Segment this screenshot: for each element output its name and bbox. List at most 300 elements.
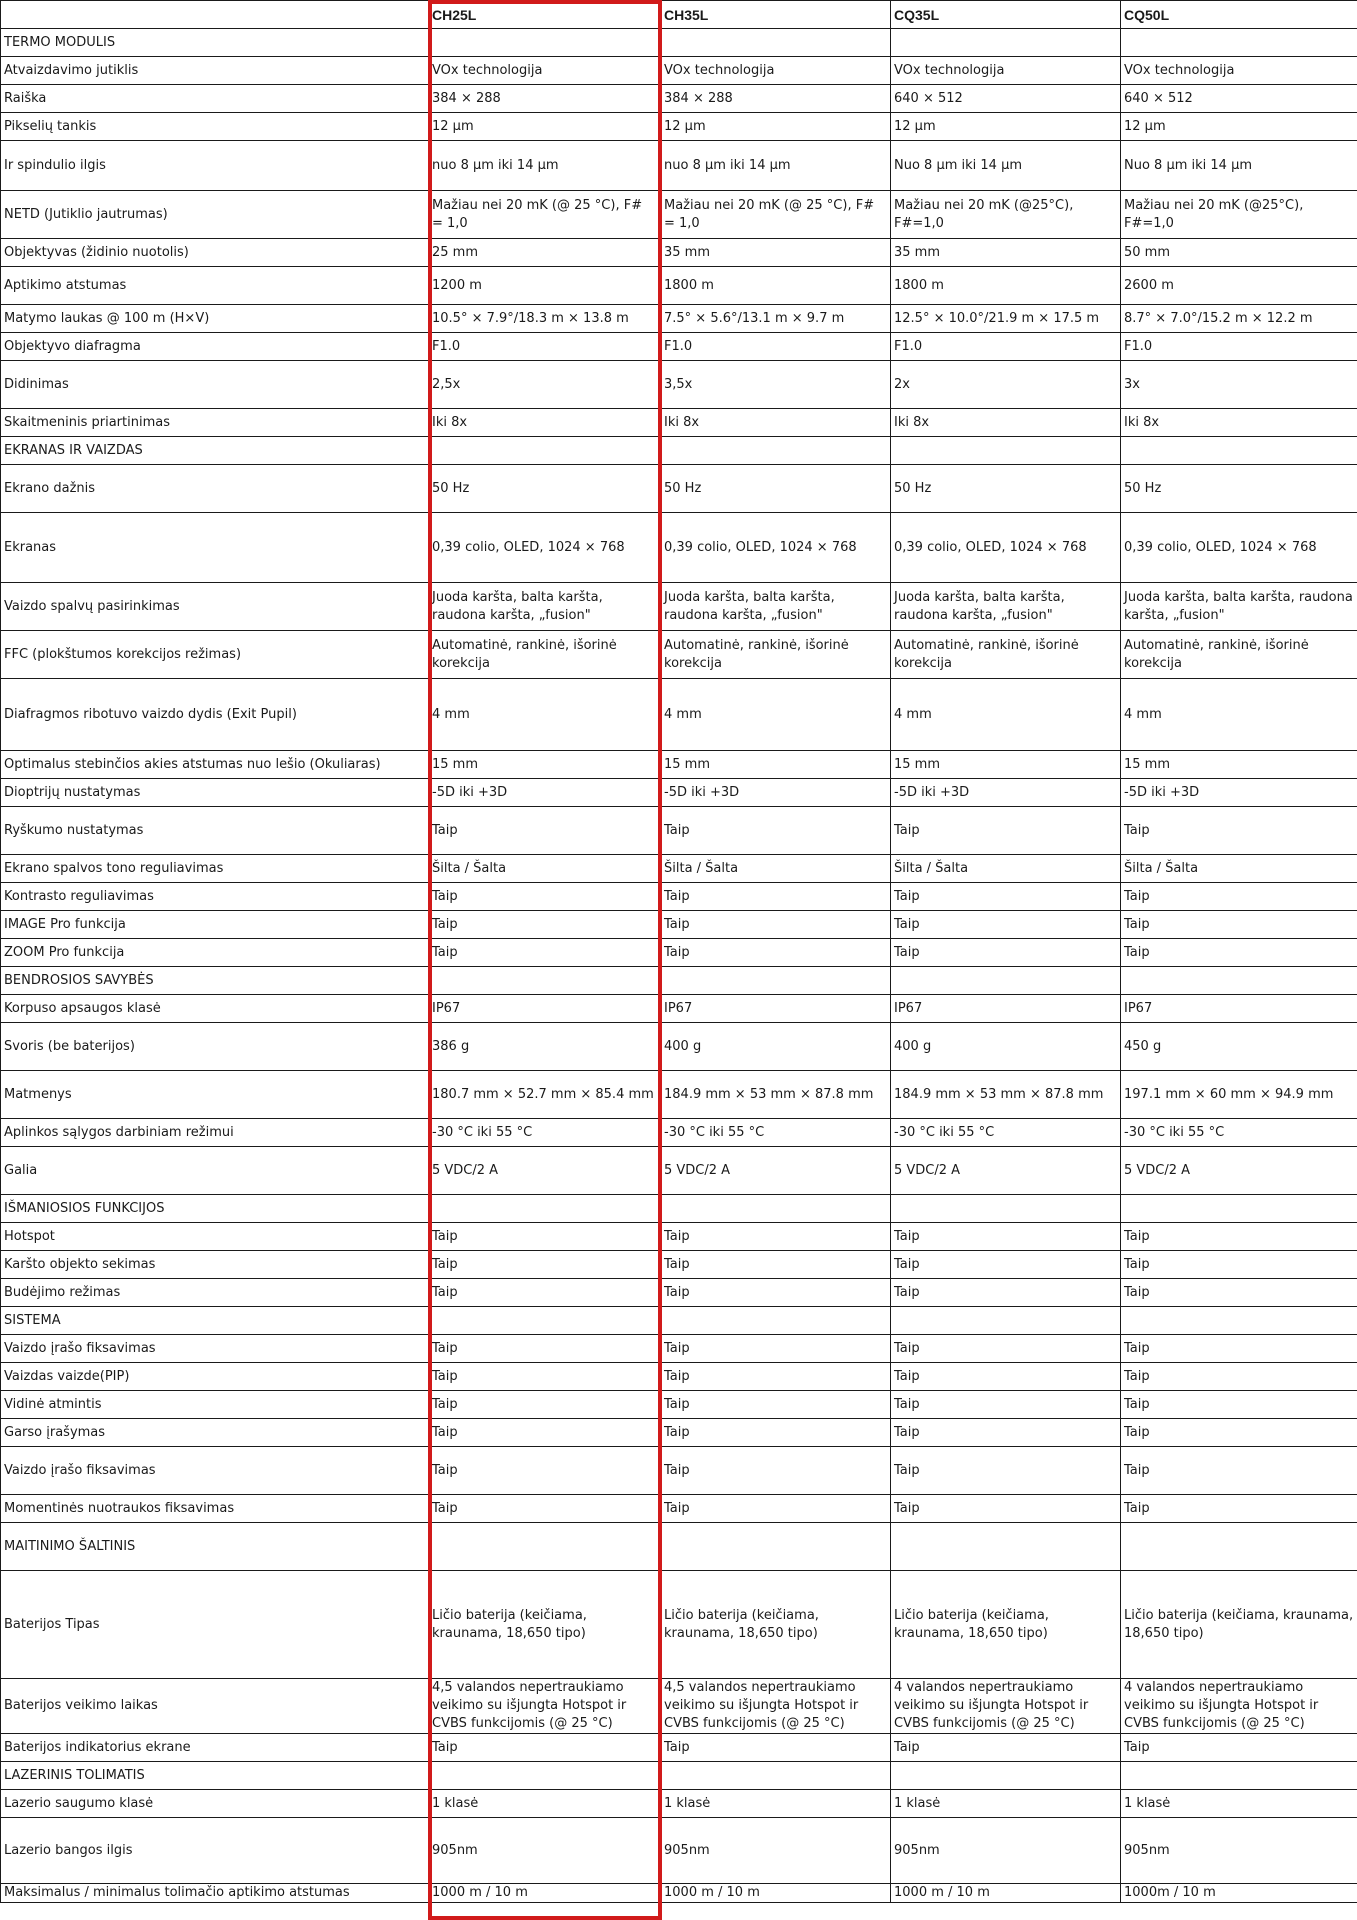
spec-value: Taip	[661, 911, 891, 939]
table-row	[1, 1818, 1357, 1884]
table-row	[1, 1495, 1357, 1523]
spec-value: Taip	[661, 939, 891, 967]
spec-value: Taip	[429, 911, 661, 939]
spec-label: Matymo laukas @ 100 m (H×V)	[1, 305, 429, 333]
spec-value	[1121, 29, 1357, 57]
table-body	[1, 29, 1357, 1903]
spec-value: 4 mm	[891, 679, 1121, 751]
spec-value	[429, 29, 661, 57]
header-model-cq50l: CQ50L	[1121, 1, 1357, 29]
spec-value: 2x	[891, 361, 1121, 409]
spec-label: Ekrano spalvos tono reguliavimas	[1, 855, 429, 883]
spec-value: VOx technologija	[891, 57, 1121, 85]
spec-value	[429, 967, 661, 995]
header-row	[1, 1, 1357, 29]
section-title: IŠMANIOSIOS FUNKCIJOS	[1, 1195, 429, 1223]
spec-value: Taip	[429, 1363, 661, 1391]
spec-label: Lazerio bangos ilgis	[1, 1818, 429, 1884]
spec-value: 1 klasė	[891, 1790, 1121, 1818]
spec-value: 0,39 colio, OLED, 1024 × 768	[891, 513, 1121, 583]
spec-value	[1121, 1523, 1357, 1571]
spec-value: Taip	[661, 1419, 891, 1447]
spec-value	[1121, 437, 1357, 465]
table-row	[1, 1734, 1357, 1762]
spec-value: 4 mm	[429, 679, 661, 751]
spec-value: 5 VDC/2 A	[891, 1147, 1121, 1195]
spec-value: -5D iki +3D	[1121, 779, 1357, 807]
spec-value: 1 klasė	[1121, 1790, 1357, 1818]
spec-value	[1121, 1762, 1357, 1790]
spec-label: Momentinės nuotraukos fiksavimas	[1, 1495, 429, 1523]
spec-value: Taip	[1121, 1335, 1357, 1363]
spec-label: Budėjimo režimas	[1, 1279, 429, 1307]
spec-value: nuo 8 μm iki 14 μm	[429, 141, 661, 191]
spec-value: Taip	[661, 1734, 891, 1762]
spec-value: Taip	[429, 807, 661, 855]
section-row	[1, 1762, 1357, 1790]
table-row	[1, 191, 1357, 239]
table-row	[1, 465, 1357, 513]
spec-value	[661, 1195, 891, 1223]
spec-label: Ir spindulio ilgis	[1, 141, 429, 191]
spec-value: 5 VDC/2 A	[661, 1147, 891, 1195]
spec-value: IP67	[429, 995, 661, 1023]
spec-value	[891, 1523, 1121, 1571]
spec-label: Karšto objekto sekimas	[1, 1251, 429, 1279]
table-row	[1, 1119, 1357, 1147]
spec-value	[661, 29, 891, 57]
spec-value: 4 mm	[661, 679, 891, 751]
table-row	[1, 333, 1357, 361]
table-row	[1, 883, 1357, 911]
spec-label: NETD (Jutiklio jautrumas)	[1, 191, 429, 239]
spec-value: Taip	[429, 1279, 661, 1307]
section-title: TERMO MODULIS	[1, 29, 429, 57]
spec-label: Baterijos indikatorius ekrane	[1, 1734, 429, 1762]
spec-value: 5 VDC/2 A	[1121, 1147, 1357, 1195]
table-row	[1, 939, 1357, 967]
spec-value: Taip	[661, 1335, 891, 1363]
spec-value: 1200 m	[429, 267, 661, 305]
header-model-ch35l: CH35L	[661, 1, 891, 29]
spec-value: Taip	[891, 1419, 1121, 1447]
spec-value: 905nm	[661, 1818, 891, 1884]
section-title: EKRANAS IR VAIZDAS	[1, 437, 429, 465]
spec-value: 5 VDC/2 A	[429, 1147, 661, 1195]
table-row	[1, 361, 1357, 409]
spec-value: 50 Hz	[1121, 465, 1357, 513]
table-header	[1, 1, 1357, 29]
spec-value: Taip	[1121, 911, 1357, 939]
spec-value: 35 mm	[661, 239, 891, 267]
spec-label: FFC (plokštumos korekcijos režimas)	[1, 631, 429, 679]
spec-value: 15 mm	[661, 751, 891, 779]
spec-value	[891, 967, 1121, 995]
spec-value: 180.7 mm × 52.7 mm × 85.4 mm	[429, 1071, 661, 1119]
spec-label: Lazerio saugumo klasė	[1, 1790, 429, 1818]
spec-value: 400 g	[891, 1023, 1121, 1071]
spec-value	[429, 437, 661, 465]
section-row	[1, 29, 1357, 57]
spec-value: Šilta / Šalta	[891, 855, 1121, 883]
section-row	[1, 1195, 1357, 1223]
spec-value: Taip	[661, 807, 891, 855]
section-row	[1, 1307, 1357, 1335]
spec-value: Ličio baterija (keičiama, kraunama, 18,650 tipo)	[661, 1571, 891, 1679]
table-row	[1, 631, 1357, 679]
spec-value: 184.9 mm × 53 mm × 87.8 mm	[661, 1071, 891, 1119]
spec-value: Taip	[429, 1495, 661, 1523]
spec-label: Ekranas	[1, 513, 429, 583]
spec-value	[429, 1762, 661, 1790]
table-row	[1, 1790, 1357, 1818]
table-row	[1, 141, 1357, 191]
spec-label: Objektyvas (židinio nuotolis)	[1, 239, 429, 267]
table-row	[1, 855, 1357, 883]
spec-value: Taip	[1121, 1734, 1357, 1762]
table-row	[1, 751, 1357, 779]
table-row	[1, 1571, 1357, 1679]
spec-value: Taip	[1121, 939, 1357, 967]
table-row	[1, 85, 1357, 113]
spec-value	[891, 29, 1121, 57]
spec-value: Taip	[891, 883, 1121, 911]
spec-label: Vaizdas vaizde(PIP)	[1, 1363, 429, 1391]
spec-value: Taip	[1121, 1363, 1357, 1391]
spec-value: 15 mm	[429, 751, 661, 779]
table-row	[1, 239, 1357, 267]
spec-value: F1.0	[661, 333, 891, 361]
spec-value: Iki 8x	[429, 409, 661, 437]
spec-label: Vaizdo spalvų pasirinkimas	[1, 583, 429, 631]
spec-value: Taip	[661, 1495, 891, 1523]
spec-label: Baterijos Tipas	[1, 1571, 429, 1679]
spec-value: 50 Hz	[661, 465, 891, 513]
spec-value: Taip	[429, 1419, 661, 1447]
spec-value	[661, 1523, 891, 1571]
spec-value	[1121, 967, 1357, 995]
spec-value: Iki 8x	[891, 409, 1121, 437]
table-row	[1, 57, 1357, 85]
table-row	[1, 1679, 1357, 1734]
spec-label: Matmenys	[1, 1071, 429, 1119]
spec-label: Raiška	[1, 85, 429, 113]
spec-value: 0,39 colio, OLED, 1024 × 768	[1121, 513, 1357, 583]
spec-value: Taip	[661, 1279, 891, 1307]
spec-value: 905nm	[1121, 1818, 1357, 1884]
spec-value: Nuo 8 μm iki 14 μm	[1121, 141, 1357, 191]
spec-value: Taip	[891, 807, 1121, 855]
section-title: MAITINIMO ŠALTINIS	[1, 1523, 429, 1571]
spec-value: 0,39 colio, OLED, 1024 × 768	[429, 513, 661, 583]
spec-value: -30 °C iki 55 °C	[429, 1119, 661, 1147]
spec-label: Ekrano dažnis	[1, 465, 429, 513]
spec-value: 1 klasė	[429, 1790, 661, 1818]
spec-value: 1800 m	[661, 267, 891, 305]
spec-value: IP67	[661, 995, 891, 1023]
spec-value: Taip	[1121, 1495, 1357, 1523]
spec-value: 1000 m / 10 m	[661, 1884, 891, 1903]
spec-value: Taip	[661, 1223, 891, 1251]
spec-value	[661, 437, 891, 465]
spec-value: Taip	[1121, 1279, 1357, 1307]
spec-value: 384 × 288	[429, 85, 661, 113]
spec-value	[1121, 1307, 1357, 1335]
spec-value: 50 Hz	[891, 465, 1121, 513]
section-title: BENDROSIOS SAVYBĖS	[1, 967, 429, 995]
spec-value: -5D iki +3D	[661, 779, 891, 807]
spec-value: 50 Hz	[429, 465, 661, 513]
spec-value: Taip	[1121, 1251, 1357, 1279]
section-row	[1, 1523, 1357, 1571]
section-title: SISTEMA	[1, 1307, 429, 1335]
spec-label: Hotspot	[1, 1223, 429, 1251]
spec-value: Taip	[1121, 883, 1357, 911]
table-row	[1, 583, 1357, 631]
spec-value: 450 g	[1121, 1023, 1357, 1071]
spec-value: 10.5° × 7.9°/18.3 m × 13.8 m	[429, 305, 661, 333]
spec-value: Taip	[891, 1495, 1121, 1523]
spec-value: 1000 m / 10 m	[891, 1884, 1121, 1903]
spec-label: Vaizdo įrašo fiksavimas	[1, 1447, 429, 1495]
table-row	[1, 305, 1357, 333]
spec-value: Taip	[429, 1734, 661, 1762]
spec-label: Vidinė atmintis	[1, 1391, 429, 1419]
table-row	[1, 1447, 1357, 1495]
spec-value: Taip	[429, 1251, 661, 1279]
spec-value: -5D iki +3D	[429, 779, 661, 807]
spec-value: 2,5x	[429, 361, 661, 409]
spec-value: nuo 8 μm iki 14 μm	[661, 141, 891, 191]
spec-value: 1000m / 10 m	[1121, 1884, 1357, 1903]
spec-value: Taip	[429, 939, 661, 967]
spec-value	[1121, 1195, 1357, 1223]
section-row	[1, 437, 1357, 465]
table-row	[1, 409, 1357, 437]
spec-value: 905nm	[429, 1818, 661, 1884]
spec-label: IMAGE Pro funkcija	[1, 911, 429, 939]
spec-label: Baterijos veikimo laikas	[1, 1679, 429, 1734]
spec-label: Kontrasto reguliavimas	[1, 883, 429, 911]
spec-value: 7.5° × 5.6°/13.1 m × 9.7 m	[661, 305, 891, 333]
header-model-cq35l: CQ35L	[891, 1, 1121, 29]
spec-value: Taip	[1121, 1447, 1357, 1495]
spec-value: Ličio baterija (keičiama, kraunama, 18,650 tipo)	[429, 1571, 661, 1679]
table-row	[1, 679, 1357, 751]
spec-value: Juoda karšta, balta karšta, raudona karšta, „fusion"	[429, 583, 661, 631]
spec-value: Mažiau nei 20 mK (@25°C), F#=1,0	[1121, 191, 1357, 239]
section-title: LAZERINIS TOLIMATIS	[1, 1762, 429, 1790]
spec-value: 400 g	[661, 1023, 891, 1071]
spec-value: Taip	[661, 1251, 891, 1279]
spec-label: Objektyvo diafragma	[1, 333, 429, 361]
spec-value	[429, 1307, 661, 1335]
spec-value: 12 μm	[429, 113, 661, 141]
spec-value: Iki 8x	[1121, 409, 1357, 437]
spec-value: 50 mm	[1121, 239, 1357, 267]
spec-value: Taip	[891, 1335, 1121, 1363]
spec-label: Aptikimo atstumas	[1, 267, 429, 305]
spec-label: ZOOM Pro funkcija	[1, 939, 429, 967]
spec-value: Taip	[429, 883, 661, 911]
spec-value: 1000 m / 10 m	[429, 1884, 661, 1903]
spec-label: Optimalus stebinčios akies atstumas nuo lešio (Okuliaras)	[1, 751, 429, 779]
spec-value	[891, 1307, 1121, 1335]
spec-value: Šilta / Šalta	[429, 855, 661, 883]
table-row	[1, 1147, 1357, 1195]
spec-value: Taip	[661, 883, 891, 911]
spec-value: Taip	[661, 1447, 891, 1495]
spec-value: 12 μm	[661, 113, 891, 141]
spec-value: Ličio baterija (keičiama, kraunama, 18,650 tipo)	[1121, 1571, 1357, 1679]
spec-label: Pikselių tankis	[1, 113, 429, 141]
spec-value: Taip	[891, 1251, 1121, 1279]
spec-label: Diafragmos ribotuvo vaizdo dydis (Exit Pupil)	[1, 679, 429, 751]
spec-value: 0,39 colio, OLED, 1024 × 768	[661, 513, 891, 583]
spec-value: Taip	[429, 1223, 661, 1251]
table-row	[1, 113, 1357, 141]
spec-value: IP67	[891, 995, 1121, 1023]
spec-value: 640 × 512	[891, 85, 1121, 113]
spec-value: Automatinė, rankinė, išorinė korekcija	[661, 631, 891, 679]
table-row	[1, 1251, 1357, 1279]
spec-value: 4,5 valandos nepertraukiamo veikimo su išjungta Hotspot ir CVBS funkcijomis (@ 25 °C)	[429, 1679, 661, 1734]
spec-value: Mažiau nei 20 mK (@ 25 °C), F# = 1,0	[429, 191, 661, 239]
spec-value: F1.0	[429, 333, 661, 361]
spec-value: 12 μm	[891, 113, 1121, 141]
header-spec-label	[1, 1, 429, 29]
spec-value: 8.7° × 7.0°/15.2 m × 12.2 m	[1121, 305, 1357, 333]
spec-value: Taip	[891, 1223, 1121, 1251]
spec-value: 3x	[1121, 361, 1357, 409]
table-row	[1, 807, 1357, 855]
spec-value: IP67	[1121, 995, 1357, 1023]
spec-value: 4 mm	[1121, 679, 1357, 751]
spec-value: 25 mm	[429, 239, 661, 267]
spec-value: Taip	[661, 1391, 891, 1419]
header-model-ch25l: CH25L	[429, 1, 661, 29]
table-row	[1, 779, 1357, 807]
spec-value: VOx technologija	[661, 57, 891, 85]
spec-value: Nuo 8 μm iki 14 μm	[891, 141, 1121, 191]
spec-value: 4 valandos nepertraukiamo veikimo su išjungta Hotspot ir CVBS funkcijomis (@ 25 °C)	[891, 1679, 1121, 1734]
spec-value: 640 × 512	[1121, 85, 1357, 113]
table-row	[1, 1363, 1357, 1391]
spec-value: 1800 m	[891, 267, 1121, 305]
spec-value: 184.9 mm × 53 mm × 87.8 mm	[891, 1071, 1121, 1119]
section-row	[1, 967, 1357, 995]
spec-label: Maksimalus / minimalus tolimačio aptikimo atstumas	[1, 1884, 429, 1903]
spec-value: Automatinė, rankinė, išorinė korekcija	[891, 631, 1121, 679]
spec-value: Taip	[891, 1734, 1121, 1762]
spec-value: Ličio baterija (keičiama, kraunama, 18,650 tipo)	[891, 1571, 1121, 1679]
spec-value: Taip	[429, 1335, 661, 1363]
spec-value: Taip	[891, 1279, 1121, 1307]
table-row	[1, 513, 1357, 583]
table-row	[1, 995, 1357, 1023]
spec-value: -5D iki +3D	[891, 779, 1121, 807]
spec-value: 384 × 288	[661, 85, 891, 113]
spec-value: Mažiau nei 20 mK (@ 25 °C), F# = 1,0	[661, 191, 891, 239]
spec-value: 12 μm	[1121, 113, 1357, 141]
table-row	[1, 1223, 1357, 1251]
spec-label: Garso įrašymas	[1, 1419, 429, 1447]
spec-value: 2600 m	[1121, 267, 1357, 305]
spec-value: Automatinė, rankinė, išorinė korekcija	[429, 631, 661, 679]
spec-value	[891, 437, 1121, 465]
table-row	[1, 1279, 1357, 1307]
spec-label: Vaizdo įrašo fiksavimas	[1, 1335, 429, 1363]
spec-value: -30 °C iki 55 °C	[1121, 1119, 1357, 1147]
spec-value: 3,5x	[661, 361, 891, 409]
spec-value: F1.0	[1121, 333, 1357, 361]
spec-label: Aplinkos sąlygos darbiniam režimui	[1, 1119, 429, 1147]
spec-value: Taip	[661, 1363, 891, 1391]
spec-value: Taip	[891, 911, 1121, 939]
spec-value	[891, 1195, 1121, 1223]
spec-value	[429, 1195, 661, 1223]
spec-value: Juoda karšta, balta karšta, raudona karšta, „fusion"	[661, 583, 891, 631]
spec-value: Šilta / Šalta	[661, 855, 891, 883]
spec-value	[661, 1762, 891, 1790]
spec-value: Taip	[1121, 1391, 1357, 1419]
spec-value: Iki 8x	[661, 409, 891, 437]
spec-label: Korpuso apsaugos klasė	[1, 995, 429, 1023]
spec-value: -30 °C iki 55 °C	[661, 1119, 891, 1147]
spec-value: Taip	[1121, 1223, 1357, 1251]
spec-value: Taip	[429, 1391, 661, 1419]
spec-value: Mažiau nei 20 mK (@25°C), F#=1,0	[891, 191, 1121, 239]
spec-value: Automatinė, rankinė, išorinė korekcija	[1121, 631, 1357, 679]
spec-value: Taip	[891, 1363, 1121, 1391]
spec-value	[429, 1523, 661, 1571]
table-row	[1, 1419, 1357, 1447]
spec-value: 15 mm	[891, 751, 1121, 779]
spec-value: 4 valandos nepertraukiamo veikimo su išjungta Hotspot ir CVBS funkcijomis (@ 25 °C)	[1121, 1679, 1357, 1734]
spec-value	[661, 967, 891, 995]
table-row	[1, 911, 1357, 939]
spec-value: Taip	[1121, 1419, 1357, 1447]
spec-value: 1 klasė	[661, 1790, 891, 1818]
spec-label: Svoris (be baterijos)	[1, 1023, 429, 1071]
spec-value: 4,5 valandos nepertraukiamo veikimo su išjungta Hotspot ir CVBS funkcijomis (@ 25 °C)	[661, 1679, 891, 1734]
spec-label: Ryškumo nustatymas	[1, 807, 429, 855]
spec-value: Taip	[429, 1447, 661, 1495]
table-row	[1, 267, 1357, 305]
spec-label: Atvaizdavimo jutiklis	[1, 57, 429, 85]
spec-label: Dioptrijų nustatymas	[1, 779, 429, 807]
table-row	[1, 1884, 1357, 1903]
spec-value: 905nm	[891, 1818, 1121, 1884]
spec-value: Taip	[1121, 807, 1357, 855]
spec-value: 12.5° × 10.0°/21.9 m × 17.5 m	[891, 305, 1121, 333]
spec-value: VOx technologija	[1121, 57, 1357, 85]
spec-value: Juoda karšta, balta karšta, raudona karšta, „fusion"	[1121, 583, 1357, 631]
spec-value: -30 °C iki 55 °C	[891, 1119, 1121, 1147]
spec-value: Juoda karšta, balta karšta, raudona karšta, „fusion"	[891, 583, 1121, 631]
spec-value: Šilta / Šalta	[1121, 855, 1357, 883]
spec-label: Skaitmeninis priartinimas	[1, 409, 429, 437]
table-row	[1, 1071, 1357, 1119]
spec-label: Galia	[1, 1147, 429, 1195]
table-row	[1, 1023, 1357, 1071]
spec-value: Taip	[891, 1447, 1121, 1495]
spec-value	[661, 1307, 891, 1335]
spec-value: 35 mm	[891, 239, 1121, 267]
spec-value	[891, 1762, 1121, 1790]
table-row	[1, 1391, 1357, 1419]
spec-value: F1.0	[891, 333, 1121, 361]
